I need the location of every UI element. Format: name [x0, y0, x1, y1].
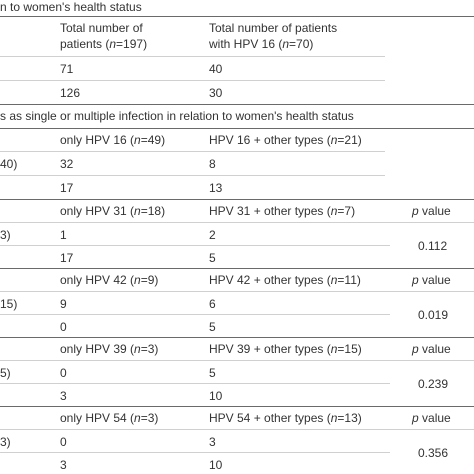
row-divider: [0, 151, 385, 152]
row-divider: [0, 314, 390, 315]
only-cell: 17: [60, 181, 74, 195]
header-hpv42-plus-other: HPV 42 + other types (n=11): [209, 273, 361, 287]
row-label: 3): [0, 435, 11, 449]
hpv16-cell: 40: [209, 62, 223, 76]
row-divider: [0, 291, 474, 292]
table-top-rule: [0, 16, 474, 17]
p-value-cell: 0.239: [418, 377, 449, 391]
group-rule: [0, 268, 474, 269]
p-value-cell: 0.019: [418, 308, 449, 322]
header-p-value: p value: [412, 204, 451, 218]
p-value-cell: 0.112: [418, 239, 448, 253]
row-divider: [0, 222, 474, 223]
multi-cell: 5: [209, 320, 216, 334]
row-label: 40): [0, 157, 18, 171]
multi-cell: 5: [209, 366, 216, 380]
row-divider: [0, 56, 385, 57]
only-cell: 1: [60, 228, 67, 242]
total-cell: 71: [60, 62, 74, 76]
row-label: 5): [0, 366, 11, 380]
only-cell: 0: [60, 435, 67, 449]
multi-cell: 8: [209, 157, 216, 171]
multi-cell: 5: [209, 251, 216, 265]
multi-cell: 10: [209, 458, 223, 472]
only-cell: 17: [60, 251, 74, 265]
table-top-rule: [0, 128, 474, 129]
header-hpv31-plus-other: HPV 31 + other types (n=7): [209, 204, 356, 218]
row-divider: [0, 360, 474, 361]
header-hpv16-patients-line2: with HPV 16 (n=70): [209, 37, 314, 51]
caption-infection-type: s as single or multiple infection in relation to women's health status: [0, 109, 354, 123]
row-divider: [0, 80, 385, 81]
only-cell: 0: [60, 320, 67, 334]
row-divider: [0, 175, 385, 176]
only-cell: 0: [60, 366, 67, 380]
total-cell: 126: [60, 86, 81, 100]
multi-cell: 10: [209, 389, 223, 403]
header-p-value: p value: [412, 411, 451, 425]
row-label: 15): [0, 297, 18, 311]
header-only-hpv42: only HPV 42 (n=9): [60, 273, 159, 287]
header-only-hpv54: only HPV 54 (n=3): [60, 411, 159, 425]
header-p-value: p value: [412, 342, 451, 356]
only-cell: 32: [60, 157, 74, 171]
header-hpv16-plus-other: HPV 16 + other types (n=21): [209, 133, 362, 147]
header-hpv16-patients-line1: Total number of patients: [209, 21, 338, 35]
multi-cell: 6: [209, 297, 216, 311]
group-rule: [0, 406, 474, 407]
header-total-patients-line2: patients (n=197): [60, 37, 148, 51]
group-rule: [0, 199, 474, 200]
only-cell: 9: [60, 297, 67, 311]
only-cell: 3: [60, 458, 67, 472]
header-p-value: p value: [412, 273, 451, 287]
header-only-hpv39: only HPV 39 (n=3): [60, 342, 159, 356]
table-bottom-rule: [0, 104, 474, 105]
only-cell: 3: [60, 389, 67, 403]
header-hpv54-plus-other: HPV 54 + other types (n=13): [209, 411, 362, 425]
group-rule: [0, 337, 474, 338]
row-divider: [0, 245, 390, 246]
header-hpv39-plus-other: HPV 39 + other types (n=15): [209, 342, 362, 356]
row-label: 3): [0, 228, 11, 242]
row-divider: [0, 429, 474, 430]
header-only-hpv16: only HPV 16 (n=49): [60, 133, 166, 147]
multi-cell: 3: [209, 435, 216, 449]
multi-cell: 2: [209, 228, 216, 242]
p-value-cell: 0.356: [418, 446, 449, 460]
header-total-patients-line1: Total number of: [60, 21, 143, 35]
row-divider: [0, 452, 390, 453]
hpv16-cell: 30: [209, 86, 223, 100]
multi-cell: 13: [209, 181, 223, 195]
header-only-hpv31: only HPV 31 (n=18): [60, 204, 166, 218]
caption-health-status: n to women's health status: [0, 0, 142, 14]
row-divider: [0, 383, 390, 384]
